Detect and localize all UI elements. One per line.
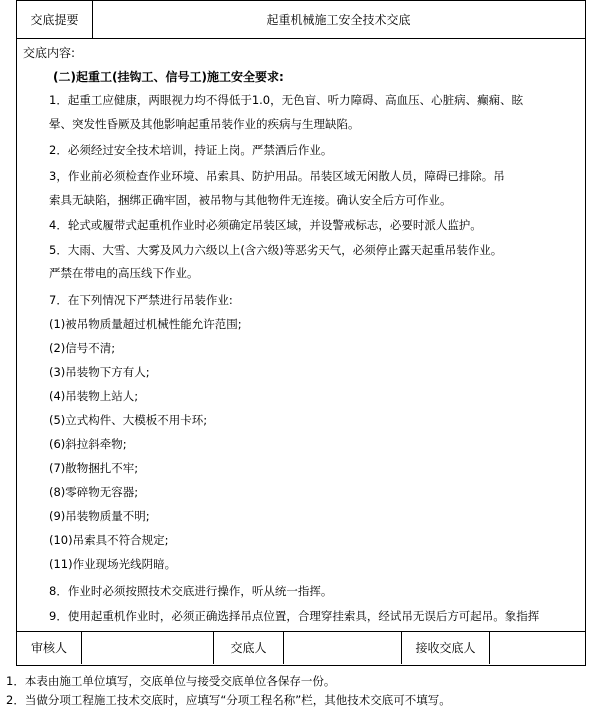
content-line: 索具无缺陷，捆绑正确牢固，被吊物与其他物件无连接。确认安全后方可作业。 [49,193,452,207]
content-line: (11)作业现场光线阴暗。 [49,557,177,571]
footnote: 1．本表由施工单位填写，交底单位与接受交底单位各保存一份。 [6,674,336,688]
content-line: (9)吊装物质量不明; [49,509,150,523]
signature-row [17,631,585,664]
content-line: 9．使用起重机作业时，必须正确选择吊点位置，合理穿挂索具，经试吊无误后方可起吊。象指挥 [49,609,540,623]
content-line: 3，作业前必须检查作业环境、吊索具、防护用品。吊装区域无闲散人员，障碍已排除。吊 [49,169,505,183]
content-line: (7)散物捆扎不牢; [49,461,139,475]
content-line: 晕、突发性昏厥及其他影响起重吊装作业的疾病与生理缺陷。 [49,117,360,131]
content-line: 4．轮式或履带式起重机作业时必须确定吊装区域，并设警戒标志，必要时派人监护。 [49,218,482,232]
content-line: 7．在下列情况下严禁进行吊装作业: [49,293,233,307]
section-title: (二)起重工(挂钩工、信号工)施工安全要求: [53,70,284,84]
receiver-label: 接收交底人 [402,631,490,664]
content-area [17,38,585,632]
discloser-field[interactable] [284,631,402,664]
header-label: 交底提要 [17,1,93,38]
content-line: (6)斜拉斜牵物; [49,437,127,451]
content-line: (10)吊索具不符合规定; [49,533,169,547]
content-line: (3)吊装物下方有人; [49,365,150,379]
footnote: 2．当做分项工程施工技术交底时，应填写“分项工程名称”栏，其他技术交底可不填写。 [6,693,451,707]
content-line: 2．必须经过安全技术培训，持证上岗。严禁酒后作业。 [49,143,333,157]
content-line: 5．大雨、大雪、大雾及风力六级以上(含六级)等恶劣天气，必须停止露天起重吊装作业。 [49,243,503,257]
disclosure-form [16,0,586,666]
content-line: (2)信号不清; [49,341,116,355]
content-label: 交底内容: [23,46,76,60]
receiver-field[interactable] [490,631,584,664]
content-line: 严禁在带电的高压线下作业。 [49,266,199,280]
content-line: 1．起重工应健康，两眼视力均不得低于1.0，无色盲、听力障碍、高血压、心脏病、癫痫、眩 [49,93,524,107]
content-line: (1)被吊物质量超过机械性能允许范围; [49,317,242,331]
reviewer-label: 审核人 [17,631,82,664]
discloser-label: 交底人 [214,631,284,664]
form-title: 起重机械施工安全技术交底 [266,13,411,27]
content-line: 8．作业时必须按照技术交底进行操作，听从统一指挥。 [49,584,333,598]
form-header [17,1,585,39]
content-line: (5)立式构件、大模板不用卡环; [49,413,208,427]
content-line: (8)零碎物无容器; [49,485,139,499]
reviewer-field[interactable] [82,631,214,664]
content-line: (4)吊装物上站人; [49,389,139,403]
